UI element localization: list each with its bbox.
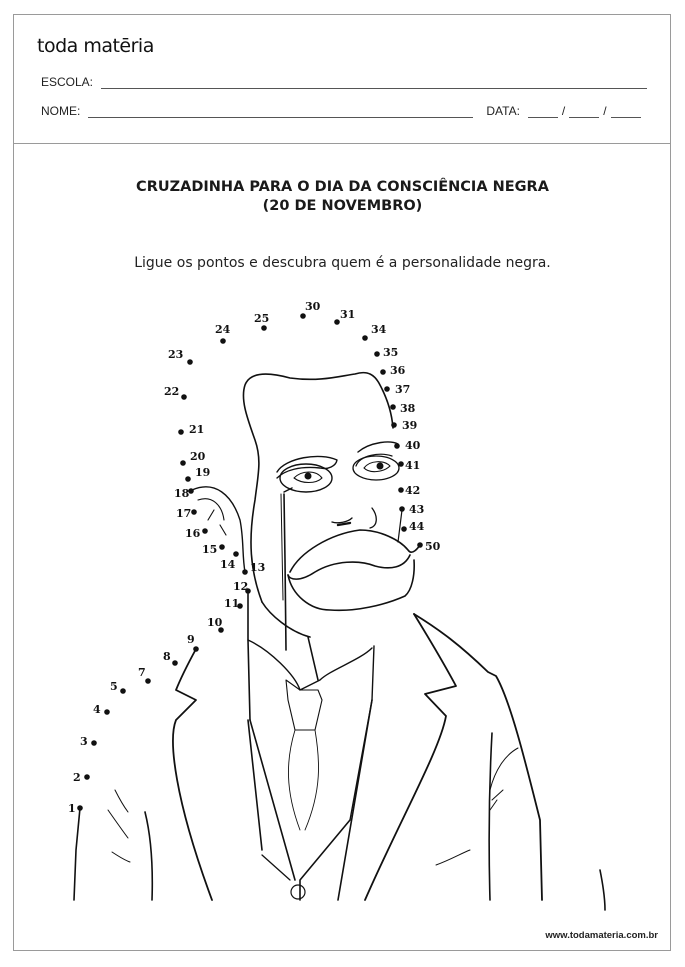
dot-2[interactable] bbox=[73, 771, 90, 784]
dot-22[interactable] bbox=[164, 385, 187, 400]
instructions-text: Ligue os pontos e descubra quem é a personalidade negra. bbox=[134, 255, 551, 271]
dot-19[interactable] bbox=[185, 466, 210, 482]
dot-marker[interactable] bbox=[417, 542, 423, 548]
dot-number-label: 11 bbox=[224, 597, 240, 610]
dot-9[interactable] bbox=[187, 633, 199, 652]
dot-5[interactable] bbox=[110, 680, 126, 694]
dot-marker[interactable] bbox=[180, 460, 186, 466]
dot-39[interactable] bbox=[391, 419, 417, 432]
dot-20[interactable] bbox=[180, 450, 205, 466]
dot-number-label: 19 bbox=[195, 466, 211, 479]
dot-number-label: 39 bbox=[402, 419, 418, 432]
dot-number-label: 34 bbox=[371, 323, 387, 336]
footer-website: www.todamateria.com.br bbox=[545, 930, 658, 941]
dot-number-label: 40 bbox=[405, 439, 421, 452]
dot-number-label: 36 bbox=[390, 364, 406, 377]
dot-36[interactable] bbox=[380, 364, 405, 377]
dot-marker[interactable] bbox=[390, 404, 396, 410]
dot-43[interactable] bbox=[399, 503, 424, 516]
dot-marker[interactable] bbox=[391, 422, 397, 428]
dot-number-label: 41 bbox=[405, 459, 421, 472]
dot-25[interactable] bbox=[254, 312, 269, 331]
dot-marker[interactable] bbox=[193, 646, 199, 652]
dot-number-label: 17 bbox=[176, 507, 192, 520]
dot-16[interactable] bbox=[185, 527, 208, 540]
dot-17[interactable] bbox=[176, 507, 197, 520]
dot-marker[interactable] bbox=[172, 660, 178, 666]
dot-7[interactable] bbox=[138, 666, 151, 684]
dot-44[interactable] bbox=[401, 520, 424, 533]
dot-marker[interactable] bbox=[185, 476, 191, 482]
dot-marker[interactable] bbox=[219, 544, 225, 550]
dot-number-label: 1 bbox=[68, 802, 76, 815]
dot-3[interactable] bbox=[80, 735, 97, 748]
dot-number-label: 25 bbox=[254, 312, 270, 325]
title-line-1: CRUZADINHA PARA O DIA DA CONSCIÊNCIA NEGRA bbox=[136, 179, 549, 195]
dot-18[interactable] bbox=[174, 487, 194, 500]
dot-marker[interactable] bbox=[145, 678, 151, 684]
dot-marker[interactable] bbox=[104, 709, 110, 715]
dot-11[interactable] bbox=[224, 597, 243, 610]
dot-50[interactable] bbox=[417, 540, 440, 553]
dot-number-label: 15 bbox=[202, 543, 218, 556]
dot-marker[interactable] bbox=[202, 528, 208, 534]
dot-marker[interactable] bbox=[374, 351, 380, 357]
dot-marker[interactable] bbox=[398, 461, 404, 467]
dot-34[interactable] bbox=[362, 323, 386, 341]
dot-12[interactable] bbox=[233, 580, 251, 594]
dot-marker[interactable] bbox=[77, 805, 83, 811]
dot-10[interactable] bbox=[207, 616, 224, 633]
dot-marker[interactable] bbox=[398, 487, 404, 493]
dot-number-label: 9 bbox=[187, 633, 195, 646]
dot-1[interactable] bbox=[68, 802, 83, 815]
dot-number-label: 4 bbox=[93, 703, 101, 716]
dot-marker[interactable] bbox=[233, 551, 239, 557]
dot-number-label: 5 bbox=[110, 680, 118, 693]
dot-8[interactable] bbox=[163, 650, 178, 666]
nome-label: NOME: bbox=[41, 104, 81, 118]
dot-24[interactable] bbox=[215, 323, 231, 344]
dot-marker[interactable] bbox=[300, 313, 306, 319]
dot-number-label: 43 bbox=[409, 503, 425, 516]
dot-number-label: 24 bbox=[215, 323, 231, 336]
dot-marker[interactable] bbox=[120, 688, 126, 694]
dot-number-label: 2 bbox=[73, 771, 81, 784]
dot-number-label: 20 bbox=[190, 450, 206, 463]
portrait-line-art bbox=[74, 373, 605, 910]
dot-marker[interactable] bbox=[242, 569, 248, 575]
dot-number-label: 16 bbox=[185, 527, 201, 540]
dot-41[interactable] bbox=[398, 459, 420, 472]
dot-marker[interactable] bbox=[178, 429, 184, 435]
dot-marker[interactable] bbox=[84, 774, 90, 780]
dot-marker[interactable] bbox=[261, 325, 267, 331]
dot-number-label: 30 bbox=[305, 300, 321, 313]
brand-logo: toda matēria bbox=[37, 35, 154, 57]
dot-marker[interactable] bbox=[399, 506, 405, 512]
dot-21[interactable] bbox=[178, 423, 204, 436]
dot-number-label: 31 bbox=[340, 308, 356, 321]
title-line-2: (20 DE NOVEMBRO) bbox=[262, 198, 423, 214]
dot-13[interactable] bbox=[242, 561, 265, 575]
dot-marker[interactable] bbox=[334, 319, 340, 325]
dot-marker[interactable] bbox=[380, 369, 386, 375]
dot-number-label: 14 bbox=[220, 558, 236, 571]
dot-number-label: 13 bbox=[250, 561, 266, 574]
dot-marker[interactable] bbox=[362, 335, 368, 341]
dot-number-label: 8 bbox=[163, 650, 171, 663]
dot-42[interactable] bbox=[398, 484, 420, 497]
dot-number-label: 44 bbox=[409, 520, 425, 533]
dot-marker[interactable] bbox=[394, 443, 400, 449]
date-separator: / bbox=[561, 104, 566, 118]
dot-marker[interactable] bbox=[181, 394, 187, 400]
dot-14[interactable] bbox=[220, 551, 239, 571]
dot-number-label: 22 bbox=[164, 385, 180, 398]
dot-15[interactable] bbox=[202, 543, 225, 556]
dot-marker[interactable] bbox=[401, 526, 407, 532]
dot-number-label: 42 bbox=[405, 484, 421, 497]
dot-marker[interactable] bbox=[91, 740, 97, 746]
dot-marker[interactable] bbox=[220, 338, 226, 344]
escola-label: ESCOLA: bbox=[41, 75, 94, 89]
dot-31[interactable] bbox=[334, 308, 355, 325]
dot-35[interactable] bbox=[374, 346, 398, 359]
dot-23[interactable] bbox=[168, 348, 193, 365]
dot-number-label: 35 bbox=[383, 346, 399, 359]
dot-number-label: 38 bbox=[400, 402, 416, 415]
dot-30[interactable] bbox=[300, 300, 320, 319]
dot-4[interactable] bbox=[93, 703, 110, 716]
dot-37[interactable] bbox=[384, 383, 410, 396]
dot-number-label: 12 bbox=[233, 580, 249, 593]
dot-number-label: 7 bbox=[138, 666, 146, 679]
dot-number-label: 50 bbox=[425, 540, 441, 553]
dot-number-label: 21 bbox=[189, 423, 205, 436]
dot-number-label: 18 bbox=[174, 487, 190, 500]
data-label: DATA: bbox=[486, 104, 520, 118]
dot-38[interactable] bbox=[390, 402, 415, 415]
dot-number-label: 3 bbox=[80, 735, 88, 748]
dot-number-label: 37 bbox=[395, 383, 411, 396]
dot-marker[interactable] bbox=[384, 386, 390, 392]
date-separator: / bbox=[603, 104, 607, 118]
dot-40[interactable] bbox=[394, 439, 420, 452]
dot-marker[interactable] bbox=[191, 509, 197, 515]
dot-number-label: 10 bbox=[207, 616, 223, 629]
dot-number-label: 23 bbox=[168, 348, 184, 361]
dot-marker[interactable] bbox=[187, 359, 193, 365]
